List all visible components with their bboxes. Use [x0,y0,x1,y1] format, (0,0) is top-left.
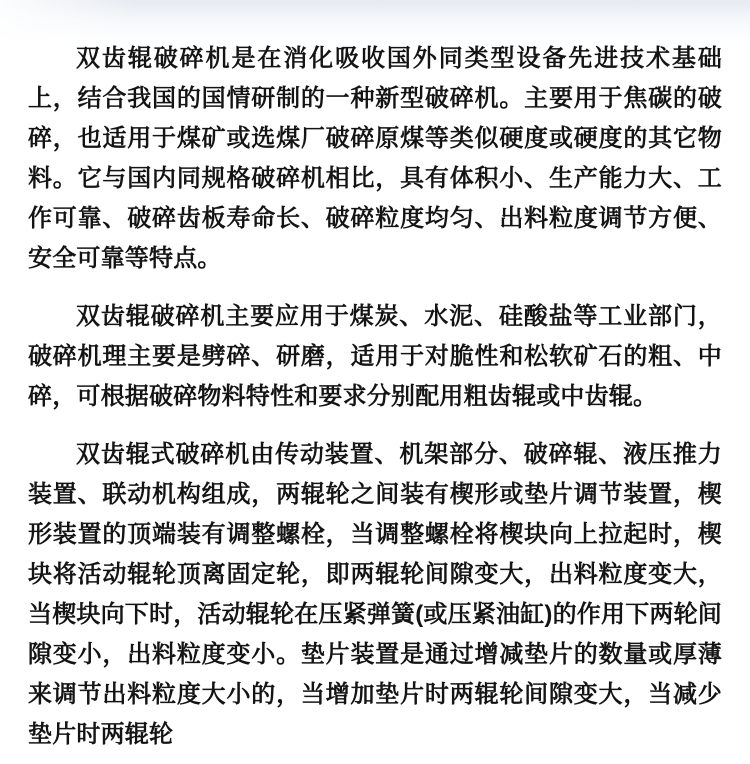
paragraph-structure: 双齿辊式破碎机由传动装置、机架部分、破碎辊、液压推力装置、联动机构组成，两辊轮之间装有楔形或垫片调节装置，楔形装置的顶端装有调整螺栓，当调整螺栓将楔块向上拉起时，楔块将活动辊轮顶离固定轮，即两辊轮间隙变大，出料粒度变大，当楔块向下时，活动辊轮在压紧弹簧(或压紧油缸)的作用下两轮间隙变小，出料粒度变小。垫片装置是通过增减垫片的数量或厚薄来调节出料粒度大小的，当增加垫片时两辊轮间隙变大，当减少垫片时两辊轮 [28,441,722,748]
paragraph-intro: 双齿辊破碎机是在消化吸收国外同类型设备先进技术基础上，结合我国的国情研制的一种新型破碎机。主要用于焦碳的破碎，也适用于煤矿或选煤厂破碎原煤等类似硬度或硬度的其它物料。它与国内同规格破碎机相比，具有体积小、生产能力大、工作可靠、破碎齿板寿命长、破碎粒度均匀、出料粒度调节方便、安全可靠等特点。 [28,45,722,272]
paragraph-applications: 双齿辊破碎机主要应用于煤炭、水泥、硅酸盐等工业部门，破碎机理主要是劈碎、研磨，适用于对脆性和松软矿石的粗、中碎，可根据破碎物料特性和要求分别配用粗齿辊或中齿辊。 [28,303,722,410]
document-body [28,39,722,755]
top-shadow-gradient [0,0,750,42]
